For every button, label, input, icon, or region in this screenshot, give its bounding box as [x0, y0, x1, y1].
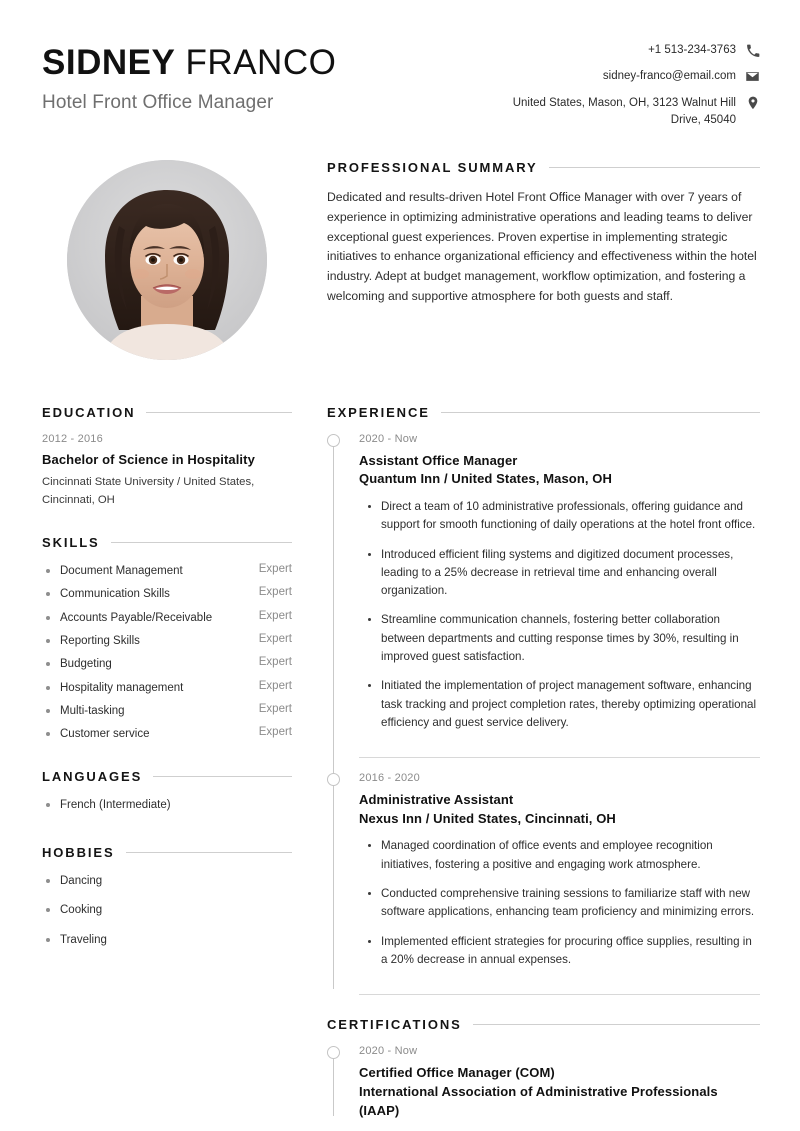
- summary-column: [292, 158, 760, 393]
- bullet-icon: [46, 879, 50, 883]
- envelope-icon: [745, 69, 760, 84]
- entry-divider: [359, 757, 760, 758]
- experience-role: Assistant Office Manager: [359, 453, 518, 468]
- section-rule: [153, 776, 292, 777]
- skill-name: Document Management: [60, 565, 183, 577]
- languages-heading: LANGUAGES: [42, 768, 143, 784]
- experience-role: Administrative Assistant: [359, 792, 514, 808]
- experience-timeline: [327, 433, 760, 995]
- bullet-icon: [46, 938, 50, 942]
- section-header-summary: [327, 160, 760, 175]
- skill-name: Reporting Skills: [60, 634, 140, 647]
- bullet-icon: [46, 686, 50, 690]
- photo-column: [42, 158, 292, 393]
- portrait-photo: [67, 160, 267, 360]
- certification-entry: [359, 1045, 760, 1123]
- education-entry: [42, 433, 292, 509]
- section-header-languages: [42, 769, 292, 784]
- photo-summary-row: [42, 158, 760, 393]
- bullet-icon: [46, 709, 50, 713]
- skill-level: Expert: [258, 679, 292, 692]
- section-header-hobbies: [42, 845, 292, 860]
- experience-bullets: [359, 498, 760, 732]
- contact-row-address[interactable]: [460, 95, 760, 130]
- email-value: sidney-franco@email.com: [602, 70, 736, 83]
- experience-entry: [359, 433, 760, 745]
- skill-level: Expert: [258, 632, 292, 645]
- skill-name: Hospitality management: [60, 681, 184, 694]
- skill-level: Expert: [258, 726, 292, 739]
- address-value: United States, Mason, OH, 3123 Walnut Hill Drive, 45040: [512, 96, 736, 126]
- experience-dates: 2016 - 2020: [359, 772, 420, 785]
- section-rule: [111, 542, 292, 543]
- bullet-icon: [46, 732, 50, 736]
- skill-name: Accounts Payable/Receivable: [60, 611, 213, 624]
- phone-value: +1 513-234-3763: [648, 44, 736, 56]
- skill-name: Multi-tasking: [60, 704, 125, 717]
- education-dates: 2012 - 2016: [42, 433, 103, 445]
- entry-divider: [359, 994, 760, 995]
- location-pin-icon: [745, 96, 760, 111]
- education-school: Cincinnati State University / United States, Cincinnati, OH: [42, 476, 255, 506]
- hobby-name: Cooking: [60, 904, 103, 917]
- experience-heading: EXPERIENCE: [327, 405, 430, 420]
- experience-bullet: Introduced efficient filing systems and digitized document processes, leading to a 25% decrease in retrieval time and enhancing overall organization.: [381, 546, 760, 601]
- list-item: [42, 633, 292, 649]
- list-item: [42, 563, 292, 579]
- full-name: [42, 44, 336, 82]
- experience-section: [327, 405, 760, 995]
- experience-bullets: [359, 837, 760, 969]
- section-rule: [441, 412, 760, 413]
- list-item: [42, 656, 292, 672]
- skills-heading: SKILLS: [42, 535, 100, 550]
- list-item: [42, 932, 292, 948]
- contact-row-phone[interactable]: [460, 42, 760, 59]
- skill-level: Expert: [258, 702, 292, 715]
- section-header-education: [42, 405, 292, 420]
- identity-block: [42, 38, 336, 114]
- bullet-icon: [46, 908, 50, 912]
- job-title: Hotel Front Office Manager: [42, 91, 274, 113]
- hobby-name: Dancing: [60, 874, 103, 887]
- language-name: French (Intermediate): [60, 798, 171, 811]
- certifications-timeline: [327, 1045, 760, 1123]
- experience-bullet: Streamline communication channels, fostering better collaboration between departments and cutting response times by 30%, resulting in improved guest satisfaction.: [381, 611, 760, 666]
- certification-dates: 2020 - Now: [359, 1045, 418, 1058]
- skill-name: Communication Skills: [60, 588, 170, 601]
- list-item: [42, 703, 292, 719]
- section-header-skills: [42, 535, 292, 550]
- section-rule: [126, 852, 292, 853]
- bullet-icon: [46, 662, 50, 666]
- experience-company: Nexus Inn / United States, Cincinnati, OH: [359, 810, 616, 826]
- education-heading: EDUCATION: [42, 405, 136, 420]
- section-rule: [549, 167, 760, 168]
- certifications-section: [327, 1017, 760, 1123]
- experience-bullet: Conducted comprehensive training sessions to familiarize staff with new software applications, enhancing team proficiency and minimizing errors.: [381, 885, 760, 922]
- bullet-icon: [46, 639, 50, 643]
- hobbies-heading: HOBBIES: [42, 844, 115, 860]
- contact-row-email[interactable]: [460, 68, 760, 85]
- certifications-heading: CERTIFICATIONS: [327, 1017, 462, 1033]
- list-item: [42, 902, 292, 918]
- skill-level: Expert: [258, 656, 292, 669]
- list-item: [42, 680, 292, 696]
- phone-icon: [745, 43, 760, 58]
- skill-level: Expert: [258, 586, 292, 599]
- list-item: [42, 610, 292, 626]
- timeline-marker-icon: [327, 1046, 340, 1059]
- experience-company: Quantum Inn / United States, Mason, OH: [359, 471, 612, 487]
- content-column: [292, 405, 760, 1123]
- resume-header: [42, 38, 760, 138]
- summary-heading: PROFESSIONAL SUMMARY: [327, 160, 538, 175]
- section-header-experience: [327, 405, 760, 420]
- section-rule: [146, 412, 292, 413]
- sidebar-column: [42, 405, 292, 1123]
- summary-text: Dedicated and results-driven Hotel Front Office Manager with over 7 years of experience in optimizing administrative operations and leading teams to deliver exceptional guest experiences. Proven expertise in implementing strategic initiatives to enhance organizational efficiency and effectiveness within the hotel industry. Adept at budget management, workflow optimization, and fostering a welcoming and supportive atmosphere for both guests and staff.: [327, 190, 757, 303]
- certification-organization: International Association of Administrative Professionals (IAAP): [359, 1083, 718, 1118]
- skill-name: Customer service: [60, 728, 150, 741]
- languages-section: [42, 769, 292, 813]
- timeline-line: [333, 442, 334, 989]
- list-item: [42, 797, 292, 813]
- avatar: [67, 160, 267, 360]
- skill-level: Expert: [258, 609, 292, 622]
- timeline-marker-icon: [327, 773, 340, 786]
- experience-entry: [359, 772, 760, 982]
- last-name: FRANCO: [185, 43, 337, 82]
- contact-block: [460, 38, 760, 138]
- list-item: [42, 873, 292, 889]
- experience-bullet: Managed coordination of office events and employee recognition initiatives, fostering a positive and engaging work atmosphere.: [381, 837, 760, 874]
- section-header-certifications: [327, 1017, 760, 1032]
- bullet-icon: [46, 803, 50, 807]
- timeline-line: [333, 1054, 334, 1116]
- timeline-marker-icon: [327, 434, 340, 447]
- hobby-name: Traveling: [60, 933, 107, 946]
- certification-title: Certified Office Manager (COM): [359, 1065, 555, 1081]
- list-item: [42, 586, 292, 602]
- experience-bullet: Implemented efficient strategies for procuring office supplies, resulting in a 20% decrease in annual expenses.: [381, 933, 760, 970]
- skill-name: Budgeting: [60, 658, 112, 671]
- bullet-icon: [46, 569, 50, 573]
- list-item: [42, 726, 292, 742]
- experience-bullet: Direct a team of 10 administrative professionals, offering guidance and support for smooth functioning of daily operations at the hotel front office.: [381, 498, 760, 535]
- skills-section: [42, 535, 292, 743]
- section-rule: [473, 1024, 760, 1025]
- first-name: SIDNEY: [42, 43, 176, 82]
- bullet-icon: [46, 616, 50, 620]
- main-columns: [42, 405, 760, 1123]
- bullet-icon: [46, 592, 50, 596]
- experience-bullet: Initiated the implementation of project management software, enhancing task tracking and project completion rates, thereby optimizing operational efficiency and guest service delivery.: [381, 677, 760, 732]
- education-section: [42, 405, 292, 509]
- hobbies-section: [42, 845, 292, 948]
- experience-dates: 2020 - Now: [359, 433, 418, 445]
- skill-level: Expert: [258, 563, 292, 575]
- education-degree: Bachelor of Science in Hospitality: [42, 452, 255, 467]
